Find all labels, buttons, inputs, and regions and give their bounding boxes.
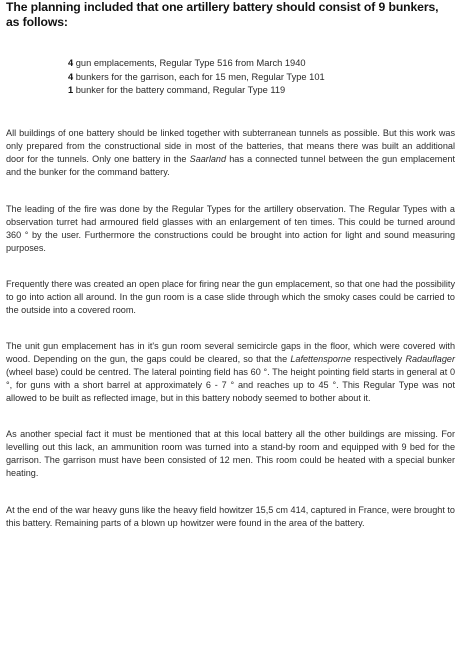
paragraph-firing-place: Frequently there was created an open place for firing near the gun emplacement, so that one had the possibility to go into action all around. In the gun room is a case slide through which the smoky cases could be carried to the outside into a covered room. bbox=[6, 278, 455, 315]
paragraph-fire-leading: The leading of the fire was done by the Regular Types for the artillery observation. The Regular Types with a observation turret had armoured field glasses with an enlargement of ten times. This could be turned around 360 ° by the user. Furthermore the constructions could be brought into action for light and sound measuring purposes. bbox=[6, 203, 455, 253]
list-item-count: 1 bbox=[68, 85, 74, 95]
paragraph-gun-room bbox=[6, 340, 455, 405]
list-item-count: 4 bbox=[68, 58, 74, 68]
list-item-text: bunkers for the garrison, each for 15 men, Regular Type 101 bbox=[73, 71, 325, 82]
list-item bbox=[68, 84, 455, 98]
paragraph-text: The unit gun emplacement has in it's gun room several semicircle gaps in the floor, which were covered with wood. Depending on the gun, the gaps could be cleared, so that the bbox=[6, 340, 455, 364]
list-item-text: bunker for the battery command, Regular Type 119 bbox=[73, 85, 286, 95]
list-item-text: gun emplacements, Regular Type 516 from March 1940 bbox=[73, 58, 306, 68]
paragraph-end-of-war: At the end of the war heavy guns like the heavy field howitzer 15,5 cm 414, captured in France, were brought to this battery. Remaining parts of a blown up howitzer were found in the area of the battery. bbox=[6, 504, 455, 528]
list-item bbox=[68, 57, 455, 71]
paragraph-italic-term: Lafettensporne bbox=[290, 353, 352, 364]
paragraph-text: respectively bbox=[351, 353, 406, 364]
paragraph-text: (wheel base) could be centred. The lateral pointing field has 60 °. The height pointing field starts in general at 0 °, for guns with a short barrel at approximately 6 - 7 ° and reaches up to 45 °. This Regular Type was not allowed to be built as reflected image, but in this battery nobody seemed to bother about it. bbox=[6, 366, 455, 403]
list-item-count: 4 bbox=[68, 71, 74, 82]
paragraph-tunnels bbox=[6, 127, 455, 179]
paragraph-special-fact: As another special fact it must be mentioned that at this local battery all the other buildings are missing. For levelling out this lack, an ammunition room was turned into a stand-by room and equipped with 9 bed for the garrison. The garrison must have been consisted of 12 men. This room could be heated with a special bunker heating. bbox=[6, 428, 455, 478]
paragraph-text: has a connected tunnel between the gun emplacement and the bunker for the command battery. bbox=[6, 153, 455, 177]
paragraph-italic-term: Radauflager bbox=[405, 353, 455, 364]
bunker-list bbox=[68, 57, 455, 98]
list-item bbox=[68, 71, 455, 85]
paragraph-text: All buildings of one battery should be linked together with subterranean tunnels as possible. But this work was only prepared from the constructional side in most of the batteries, that means there was built an additional door for the tunnels. Only one battery in the bbox=[6, 127, 455, 164]
paragraph-italic-term: Saarland bbox=[189, 153, 227, 164]
document-heading: The planning included that one artillery battery should consist of 9 bunkers, as follows: bbox=[6, 0, 439, 29]
